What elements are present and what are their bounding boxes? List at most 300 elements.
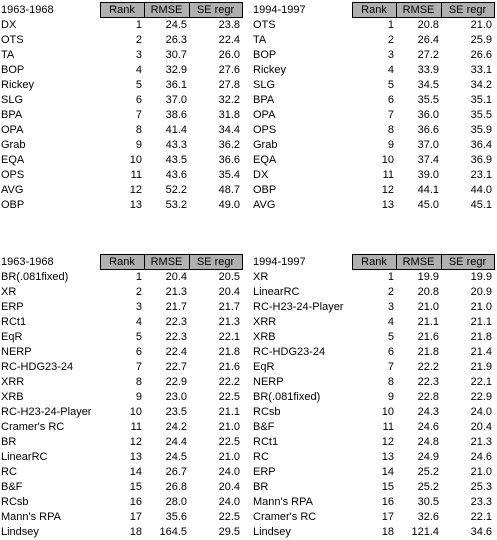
table-header-row — [0, 3, 242, 18]
se-regr-cell: 21.0 — [218, 451, 240, 463]
se-regr-cell: 22.1 — [218, 331, 240, 343]
rank-cell: 12 — [129, 184, 142, 196]
stat-name-cell: BR(.081fixed) — [253, 391, 321, 403]
stat-name-cell: BPA — [1, 109, 23, 121]
rmse-cell: 25.2 — [417, 466, 439, 478]
period-label: 1994-1997 — [253, 3, 306, 16]
stat-name-cell: Mann's RPA — [253, 496, 313, 508]
rank-cell: 2 — [387, 34, 394, 46]
stat-name-cell: OPS — [1, 169, 25, 181]
rmse-cell: 34.5 — [417, 79, 439, 91]
stat-name-cell: LinearRC — [253, 286, 300, 298]
table-row — [252, 360, 494, 375]
table-row — [0, 285, 242, 300]
rank-cell: 14 — [129, 466, 142, 478]
table-row — [252, 123, 494, 138]
period-label: 1994-1997 — [253, 255, 306, 268]
table-row — [0, 123, 242, 138]
rmse-cell: 39.0 — [417, 169, 439, 181]
rmse-cell: 21.1 — [417, 316, 439, 328]
table-row — [252, 450, 494, 465]
rmse-cell: 22.8 — [417, 391, 439, 403]
se-regr-header: SE regr — [189, 255, 242, 270]
table-row — [252, 315, 494, 330]
rank-cell: 8 — [387, 124, 394, 136]
rmse-cell: 26.3 — [165, 34, 187, 46]
se-regr-cell: 21.7 — [218, 301, 240, 313]
stat-name-cell: XR — [1, 286, 17, 298]
se-regr-cell: 35.9 — [470, 124, 492, 136]
table-row — [0, 360, 242, 375]
rank-cell: 1 — [387, 271, 394, 283]
rank-cell: 18 — [381, 526, 394, 538]
table-row — [252, 330, 494, 345]
table-row — [0, 375, 242, 390]
stat-name-cell: SLG — [253, 79, 276, 91]
rank-cell: 12 — [381, 184, 394, 196]
se-regr-cell: 20.4 — [470, 421, 492, 433]
stat-name-cell: OPA — [253, 109, 276, 121]
rank-cell: 15 — [129, 481, 142, 493]
se-regr-cell: 21.0 — [470, 466, 492, 478]
rmse-header: RMSE — [144, 255, 189, 270]
stat-name-cell: TA — [253, 34, 267, 46]
table-row — [0, 168, 242, 183]
rank-cell: 3 — [387, 301, 394, 313]
se-regr-cell: 22.2 — [218, 376, 240, 388]
table-row — [0, 435, 242, 450]
stat-name-cell: XRR — [1, 376, 25, 388]
stat-name-cell: DX — [1, 18, 17, 31]
rmse-cell: 37.0 — [417, 139, 439, 151]
table-row — [252, 390, 494, 405]
se-regr-cell: 23.8 — [218, 19, 240, 31]
se-regr-cell: 34.2 — [470, 79, 492, 91]
rank-cell: 11 — [130, 421, 142, 433]
rank-cell: 2 — [387, 286, 394, 298]
se-regr-cell: 21.4 — [470, 346, 492, 358]
rmse-header: RMSE — [396, 255, 441, 270]
table-row — [0, 108, 242, 123]
table-header-row — [0, 255, 242, 270]
table-row — [0, 183, 242, 198]
rank-header: Rank — [100, 255, 144, 270]
stat-name-cell: EqR — [253, 361, 275, 373]
se-regr-cell: 44.0 — [470, 184, 492, 196]
table-row — [0, 153, 242, 168]
rank-cell: 7 — [387, 109, 394, 121]
stat-name-cell: AVG — [253, 199, 276, 211]
se-regr-cell: 32.2 — [218, 94, 240, 106]
stat-name-cell: XR — [253, 270, 269, 283]
period-label: 1963-1968 — [1, 3, 54, 16]
se-regr-cell: 21.0 — [470, 301, 492, 313]
table-row — [252, 18, 494, 34]
stat-name-cell: RC-HDG23-24 — [1, 361, 74, 373]
rmse-cell: 21.0 — [417, 301, 439, 313]
rmse-cell: 37.4 — [417, 154, 439, 166]
table-row — [252, 270, 494, 286]
rmse-cell: 41.4 — [165, 124, 187, 136]
stat-name-cell: AVG — [1, 184, 24, 196]
table-row — [0, 270, 242, 286]
stats-table-1963-1968-rate — [0, 2, 243, 213]
table-row — [252, 465, 494, 480]
stat-name-cell: Mann's RPA — [1, 511, 61, 523]
rank-header: Rank — [352, 3, 396, 18]
rmse-cell: 36.0 — [417, 109, 439, 121]
stat-name-cell: ERP — [253, 466, 276, 478]
se-regr-cell: 26.0 — [218, 49, 240, 61]
table-row — [0, 63, 242, 78]
rank-cell: 13 — [129, 199, 142, 211]
stat-name-cell: B&F — [1, 481, 23, 493]
se-regr-cell: 31.8 — [218, 109, 240, 121]
stat-name-cell: BR — [1, 436, 17, 448]
rmse-cell: 32.6 — [417, 511, 439, 523]
rank-cell: 5 — [135, 331, 142, 343]
se-regr-cell: 34.6 — [470, 526, 492, 538]
rmse-cell: 23.0 — [165, 391, 187, 403]
stat-name-cell: Grab — [253, 139, 278, 151]
stat-name-cell: RC-H23-24-Player — [1, 406, 92, 418]
rmse-cell: 24.5 — [165, 19, 187, 31]
table-row — [0, 198, 242, 213]
rmse-cell: 32.9 — [165, 64, 187, 76]
rank-cell: 16 — [129, 496, 142, 508]
rank-cell: 9 — [387, 391, 394, 403]
rank-cell: 11 — [130, 169, 142, 181]
rmse-cell: 22.3 — [165, 331, 187, 343]
rmse-cell: 20.8 — [417, 19, 439, 31]
se-regr-cell: 19.9 — [470, 271, 492, 283]
rank-cell: 6 — [135, 94, 142, 106]
table-row — [0, 405, 242, 420]
rank-cell: 16 — [381, 496, 394, 508]
stat-name-cell: OBP — [1, 199, 25, 211]
se-regr-cell: 36.9 — [470, 154, 492, 166]
rank-cell: 17 — [381, 511, 394, 523]
stat-name-cell: Rickey — [253, 64, 287, 76]
se-regr-cell: 33.1 — [470, 64, 492, 76]
rmse-cell: 45.0 — [417, 199, 439, 211]
rank-cell: 3 — [387, 49, 394, 61]
stat-name-cell: Grab — [1, 139, 26, 151]
rank-cell: 13 — [381, 199, 394, 211]
table-row — [252, 183, 494, 198]
table-row — [0, 48, 242, 63]
rank-cell: 4 — [387, 316, 394, 328]
stats-table-1963-1968-runs — [0, 254, 243, 540]
stat-name-cell: EQA — [1, 154, 25, 166]
stat-name-cell: SLG — [1, 94, 24, 106]
se-regr-header: SE regr — [441, 255, 494, 270]
se-regr-header: SE regr — [441, 3, 494, 18]
rank-cell: 10 — [381, 406, 394, 418]
se-regr-cell: 21.3 — [218, 316, 240, 328]
rank-cell: 3 — [135, 49, 142, 61]
se-regr-cell: 27.6 — [218, 64, 240, 76]
rmse-cell: 30.5 — [417, 496, 439, 508]
table-row — [0, 315, 242, 330]
rmse-cell: 26.8 — [165, 481, 187, 493]
se-regr-cell: 36.4 — [470, 139, 492, 151]
table-row — [0, 330, 242, 345]
rank-cell: 7 — [135, 361, 142, 373]
se-regr-cell: 20.9 — [470, 286, 492, 298]
se-regr-cell: 24.6 — [470, 451, 492, 463]
rmse-cell: 28.0 — [165, 496, 187, 508]
se-regr-cell: 20.5 — [218, 271, 240, 283]
se-regr-cell: 22.5 — [218, 511, 240, 523]
se-regr-cell: 35.5 — [470, 109, 492, 121]
table-row — [0, 495, 242, 510]
se-regr-cell: 36.6 — [218, 154, 240, 166]
se-regr-cell: 35.4 — [218, 169, 240, 181]
se-regr-cell: 21.0 — [218, 421, 240, 433]
rmse-cell: 24.4 — [165, 436, 187, 448]
stat-name-cell: NERP — [253, 376, 284, 388]
table-row — [252, 420, 494, 435]
rmse-cell: 37.0 — [165, 94, 187, 106]
rank-cell: 9 — [135, 139, 142, 151]
stat-name-cell: Lindsey — [1, 526, 39, 538]
table-row — [252, 168, 494, 183]
stat-name-cell: BOP — [1, 64, 25, 76]
table-row — [0, 18, 242, 34]
table-row — [252, 33, 494, 48]
rank-cell: 5 — [135, 79, 142, 91]
table-row — [252, 300, 494, 315]
table-row — [0, 78, 242, 93]
rank-cell: 2 — [135, 34, 142, 46]
rank-cell: 12 — [381, 436, 394, 448]
stat-name-cell: RCsb — [1, 496, 29, 508]
rmse-cell: 38.6 — [165, 109, 187, 121]
rank-header: Rank — [100, 3, 144, 18]
se-regr-cell: 27.8 — [218, 79, 240, 91]
rank-cell: 1 — [135, 19, 142, 31]
rank-cell: 13 — [129, 451, 142, 463]
se-regr-cell: 48.7 — [218, 184, 240, 196]
rmse-cell: 43.6 — [165, 169, 187, 181]
rmse-cell: 43.3 — [165, 139, 187, 151]
se-regr-cell: 24.0 — [218, 496, 240, 508]
stat-name-cell: RC-HDG23-24 — [253, 346, 326, 358]
rmse-cell: 36.6 — [417, 124, 439, 136]
se-regr-cell: 21.1 — [218, 406, 240, 418]
se-regr-cell: 22.5 — [218, 391, 240, 403]
rank-cell: 9 — [387, 139, 394, 151]
stat-name-cell: RC-H23-24-Player — [253, 301, 344, 313]
se-regr-cell: 26.6 — [470, 49, 492, 61]
table-row — [0, 138, 242, 153]
table-row — [252, 153, 494, 168]
stat-name-cell: XRB — [1, 391, 24, 403]
stat-name-cell: Lindsey — [253, 526, 291, 538]
se-regr-cell: 24.0 — [470, 406, 492, 418]
se-regr-cell: 21.8 — [470, 331, 492, 343]
table-row — [0, 33, 242, 48]
se-regr-cell: 49.0 — [218, 199, 240, 211]
se-regr-cell: 24.0 — [218, 466, 240, 478]
rmse-cell: 24.3 — [417, 406, 439, 418]
table-row — [0, 480, 242, 495]
rank-cell: 10 — [129, 406, 142, 418]
rmse-cell: 24.9 — [417, 451, 439, 463]
rmse-cell: 22.2 — [417, 361, 439, 373]
rank-cell: 15 — [381, 481, 394, 493]
table-row — [252, 48, 494, 63]
rank-cell: 14 — [381, 466, 394, 478]
stat-name-cell: RC — [253, 451, 269, 463]
table-row — [0, 465, 242, 480]
stat-name-cell: BOP — [253, 49, 277, 61]
stats-table-1994-1997-runs — [252, 254, 495, 540]
se-regr-header: SE regr — [189, 3, 242, 18]
se-regr-cell: 21.0 — [470, 19, 492, 31]
se-regr-cell: 20.4 — [218, 481, 240, 493]
table-row — [0, 390, 242, 405]
rmse-cell: 21.7 — [165, 301, 187, 313]
se-regr-cell: 21.8 — [218, 346, 240, 358]
rmse-cell: 23.5 — [165, 406, 187, 418]
table-row — [252, 375, 494, 390]
se-regr-cell: 29.5 — [218, 526, 240, 538]
rmse-cell: 21.3 — [165, 286, 187, 298]
se-regr-cell: 22.5 — [218, 436, 240, 448]
table-row — [0, 345, 242, 360]
rank-cell: 10 — [381, 154, 394, 166]
rmse-cell: 25.2 — [417, 481, 439, 493]
rmse-cell: 21.8 — [417, 346, 439, 358]
stat-name-cell: OTS — [1, 34, 24, 46]
rmse-cell: 20.8 — [417, 286, 439, 298]
stats-table-1994-1997-rate — [252, 2, 495, 213]
stat-name-cell: XRB — [253, 331, 276, 343]
table-header-row — [252, 3, 494, 18]
rmse-cell: 26.4 — [417, 34, 439, 46]
stat-name-cell: OBP — [253, 184, 277, 196]
period-label: 1963-1968 — [1, 255, 54, 268]
rank-cell: 8 — [135, 376, 142, 388]
stat-name-cell: EqR — [1, 331, 23, 343]
se-regr-cell: 21.9 — [470, 361, 492, 373]
rank-cell: 17 — [129, 511, 142, 523]
stat-name-cell: RCt1 — [253, 436, 279, 448]
stat-name-cell: RC — [1, 466, 17, 478]
table-row — [252, 480, 494, 495]
rank-cell: 8 — [387, 376, 394, 388]
rmse-cell: 27.2 — [417, 49, 439, 61]
rmse-cell: 24.5 — [165, 451, 187, 463]
stat-name-cell: OPS — [253, 124, 277, 136]
se-regr-cell: 22.9 — [470, 391, 492, 403]
se-regr-cell: 21.3 — [470, 436, 492, 448]
rmse-cell: 30.7 — [165, 49, 187, 61]
rank-cell: 11 — [382, 169, 394, 181]
se-regr-cell: 21.6 — [218, 361, 240, 373]
table-row — [252, 78, 494, 93]
stat-name-cell: BR — [253, 481, 269, 493]
table-row — [0, 510, 242, 525]
rmse-cell: 35.5 — [417, 94, 439, 106]
rmse-cell: 121.4 — [411, 526, 439, 538]
stat-name-cell: BR(.081fixed) — [1, 270, 69, 283]
table-row — [252, 510, 494, 525]
rmse-cell: 22.3 — [165, 316, 187, 328]
stat-name-cell: Cramer's RC — [1, 421, 65, 433]
rmse-cell: 21.6 — [417, 331, 439, 343]
rmse-cell: 24.6 — [417, 421, 439, 433]
table-row — [0, 93, 242, 108]
table-row — [0, 525, 242, 540]
rank-cell: 7 — [135, 109, 142, 121]
table-header-row — [252, 255, 494, 270]
stat-name-cell: OTS — [253, 18, 276, 31]
table-row — [252, 198, 494, 213]
se-regr-cell: 20.4 — [218, 286, 240, 298]
rank-cell: 3 — [135, 301, 142, 313]
rank-cell: 8 — [135, 124, 142, 136]
rmse-cell: 19.9 — [417, 271, 439, 283]
table-row — [0, 300, 242, 315]
stat-name-cell: TA — [1, 49, 15, 61]
stat-name-cell: BPA — [253, 94, 275, 106]
table-row — [252, 525, 494, 540]
rmse-cell: 22.9 — [165, 376, 187, 388]
rmse-cell: 53.2 — [165, 199, 187, 211]
stat-name-cell: B&F — [253, 421, 275, 433]
se-regr-cell: 22.4 — [218, 34, 240, 46]
rank-cell: 6 — [135, 346, 142, 358]
se-regr-cell: 45.1 — [470, 199, 492, 211]
rmse-header: RMSE — [144, 3, 189, 18]
rank-cell: 18 — [129, 526, 142, 538]
stat-name-cell: NERP — [1, 346, 32, 358]
se-regr-cell: 22.1 — [470, 376, 492, 388]
table-row — [252, 93, 494, 108]
rmse-cell: 36.1 — [165, 79, 187, 91]
table-row — [252, 345, 494, 360]
table-row — [252, 495, 494, 510]
stat-name-cell: DX — [253, 169, 269, 181]
rank-cell: 6 — [387, 94, 394, 106]
rmse-cell: 20.4 — [165, 271, 187, 283]
stat-name-cell: RCsb — [253, 406, 281, 418]
rank-cell: 1 — [135, 271, 142, 283]
stat-name-cell: XRR — [253, 316, 277, 328]
rank-cell: 2 — [135, 286, 142, 298]
rank-cell: 4 — [135, 316, 142, 328]
table-row — [0, 450, 242, 465]
se-regr-cell: 21.1 — [470, 316, 492, 328]
rmse-cell: 44.1 — [417, 184, 439, 196]
table-row — [252, 285, 494, 300]
rank-cell: 6 — [387, 346, 394, 358]
stat-name-cell: Cramer's RC — [253, 511, 317, 523]
rank-cell: 10 — [129, 154, 142, 166]
stat-name-cell: LinearRC — [1, 451, 48, 463]
se-regr-cell: 36.2 — [218, 139, 240, 151]
se-regr-cell: 34.4 — [218, 124, 240, 136]
stat-name-cell: ERP — [1, 301, 24, 313]
rmse-cell: 164.5 — [159, 526, 187, 538]
se-regr-cell: 25.3 — [470, 481, 492, 493]
rank-cell: 13 — [381, 451, 394, 463]
rank-cell: 9 — [135, 391, 142, 403]
rmse-cell: 52.2 — [165, 184, 187, 196]
